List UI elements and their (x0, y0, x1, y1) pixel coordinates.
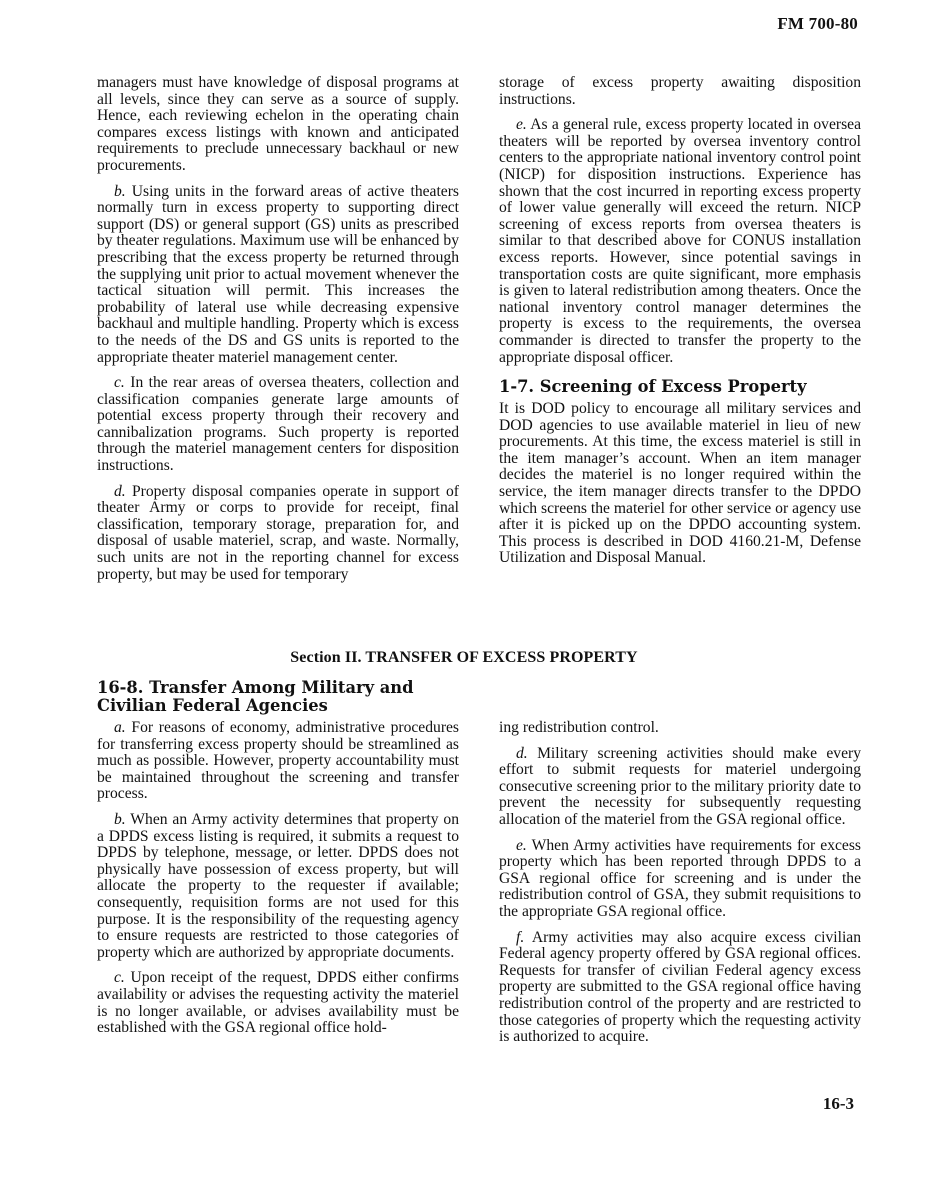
paragraph-c: c. Upon receipt of the request, DPDS either confirms availability or advises the requesting activity the materiel is no longer available, or advises availability must be established with the GSA regional office hold- (97, 969, 459, 1037)
top-left-column (97, 75, 459, 583)
top-right-column (499, 75, 861, 567)
paragraph-continued: storage of excess property awaiting disposition instructions. (499, 74, 861, 108)
section-heading-16-8: 16-8. Transfer Among Military and Civilian Federal Agencies (97, 678, 414, 715)
paragraph-d: d. Military screening activities should make every effort to submit requests for materiel undergoing consecutive screening prior to the military priority date to prevent the necessity for subsequently requesting allocation of the materiel from the GSA regional office. (499, 744, 861, 828)
paragraph-continued: ing redistribution control. (499, 719, 659, 736)
paragraph-c: c. In the rear areas of oversea theaters, collection and classification companies generate large amounts of potential excess property through their recovery and cannibalization programs. Such property is reported through the materiel management centers for disposition instructions. (97, 374, 459, 475)
paragraph-letter: b. (114, 182, 126, 200)
paragraph-letter: e. (516, 116, 527, 134)
paragraph-letter: c. (114, 374, 125, 392)
paragraph-letter: f. (516, 928, 525, 946)
paragraph-1-7: It is DOD policy to encourage all military services and DOD agencies to use available materiel in lieu of new procurements. At this time, the excess materiel is still in the item manager’s account. When an item manager decides the materiel is no longer required within the service, the item manager directs transfer to the DPDO which screens the materiel for other service or agency use after it is picked up on the DPDO accounting system. This process is described in DOD 4160.21-M, Defense Utilization and Disposal Manual. (499, 400, 861, 567)
document-id: FM 700-80 (777, 14, 858, 33)
paragraph-continued: managers must have knowledge of disposal programs at all levels, since they can serve as a source of supply. Hence, each reviewing echelon in the operating chain compares excess listings with known and anticipated requirements to preclude unnecessary backhaul or new procurements. (97, 74, 459, 174)
section-heading-1-7: 1-7. Screening of Excess Property (499, 377, 807, 397)
paragraph-letter: a. (114, 719, 126, 736)
section-title: Section II. TRANSFER OF EXCESS PROPERTY (290, 649, 638, 666)
paragraph-e: e. When Army activities have requirements for excess property which has been reported through DPDS to a GSA regional office for screening and is under the redistribution control of GSA, they submit requisitions to the appropriate GSA regional office. (499, 836, 861, 920)
paragraph-a: a. For reasons of economy, administrative procedures for transferring excess property should be streamlined as much as possible. However, property accountability must be maintained throughout the screening and transfer process. (97, 719, 459, 803)
paragraph-e: e. As a general rule, excess property located in oversea theaters will be reported by oversea inventory control centers to the appropriate national inventory control point (NICP) for disposition instructions. Experience has shown that the cost incurred in reporting excess property of lower value generally will exceed the return. NICP screening of excess reports from oversea theaters is similar to that described above for CONUS installation excess reports. However, since potential savings in transportation costs are quite significant, more emphasis is given to lateral redistribution among theaters. Once the national inventory control manager determines the property is excess to the requirements, the oversea commander is directed to transfer the property to the appropriate disposal officer. (499, 116, 861, 366)
paragraph-letter: e. (516, 836, 527, 854)
bottom-right-column (499, 720, 861, 1046)
paragraph-b: b. Using units in the forward areas of active theaters normally turn in excess property to supporting direct support (DS) or general support (GS) units as prescribed by theater regulations. Maximum use will be enhanced by prescribing that the excess property be returned through the supplying unit prior to actual movement whenever the tactical situation will permit. This increases the probability of lateral use while decreasing expensive backhaul and multiple handling. Property which is excess to the needs of the DS and GS units is reported to the appropriate theater materiel management center. (97, 182, 459, 366)
paragraph-b: b. When an Army activity determines that property on a DPDS excess listing is required, it submits a request to DPDS by telephone, message, or letter. DPDS does not physically have possession of excess property, but will allocate the property to the requester if available; consequently, requisition forms are not used for this purpose. It is the responsibility of the requesting agency to ensure requests are restricted to those categories of property which are authorized by appropriate documents. (97, 810, 459, 961)
paragraph-f: f. Army activities may also acquire excess civilian Federal agency property offered by GSA regional offices. Requests for transfer of civilian Federal agency excess property are submitted to the GSA regional office having redistribution control of the property and are restricted to those categories of property which the requesting activity is authorized to acquire. (499, 928, 861, 1046)
paragraph-letter: d. (114, 482, 126, 500)
page-number: 16-3 (822, 1094, 854, 1113)
bottom-left-column (97, 679, 459, 1037)
paragraph-d: d. Property disposal companies operate in support of theater Army or corps to provide for receipt, final classification, temporary storage, preparation for, and disposal of usable materiel, scrap, and waste. Normally, such units are not in the reporting channel for excess property, but may be used for temporary (97, 482, 459, 583)
paragraph-letter: d. (516, 744, 528, 762)
paragraph-letter: c. (114, 969, 125, 987)
paragraph-letter: b. (114, 810, 126, 828)
